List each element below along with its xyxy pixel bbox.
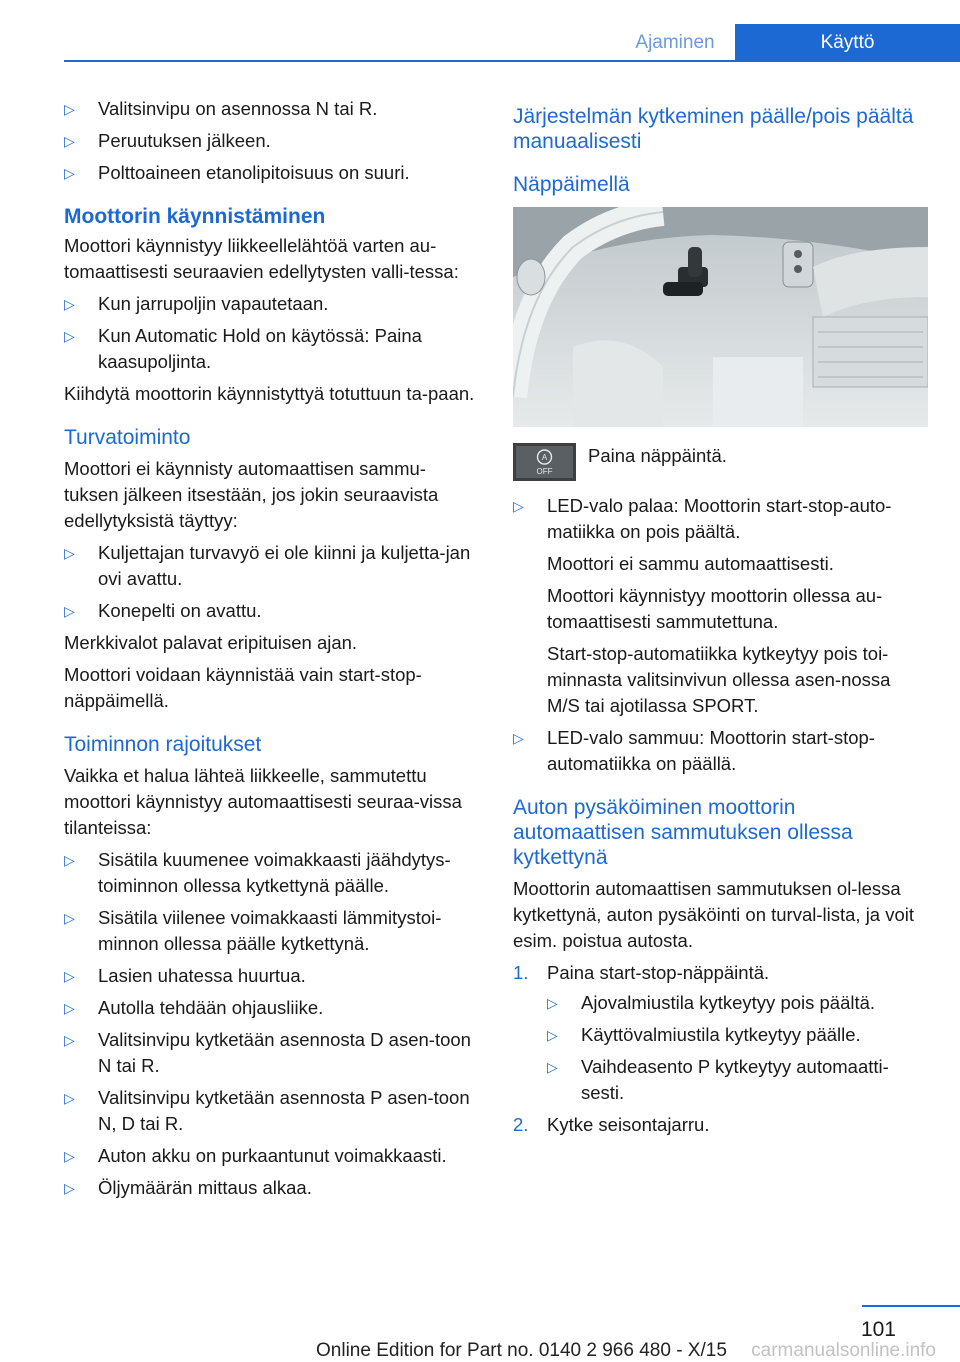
footer-rule <box>862 1305 960 1307</box>
auto-start-stop-button-icon <box>513 443 576 481</box>
paragraph-accelerate: Kiihdytä moottorin käynnistyttyä totuttuun ta-paan. <box>64 383 475 404</box>
triangle-bullet-icon: ▷ <box>64 1032 75 1048</box>
paragraph-indicator-lights: Merkkivalot palavat eripituisen ajan. <box>64 632 358 653</box>
steering-wheel-photo <box>513 207 928 427</box>
heading-engine-start: Moottorin käynnistäminen <box>64 205 326 228</box>
list-item: ▷ Kun Automatic Hold on käytössä: Paina kaasupoljinta. <box>64 325 422 372</box>
triangle-bullet-icon: ▷ <box>64 968 75 984</box>
step-item: 1. Paina start-stop-näppäintä. ▷ Ajovalmiustila kytkeytyy pois päältä. ▷ Käyttövalmiustila kytkeytyy päälle. ▷ Vaihdeasento P kytkeytyy automaatti-sesti. <box>513 960 928 1106</box>
right-column <box>513 96 928 1144</box>
sub-list <box>547 990 928 1106</box>
step-item: 2. Kytke seisontajarru. <box>513 1114 710 1135</box>
triangle-bullet-icon: ▷ <box>64 603 75 619</box>
paragraph-start-stop-only: Moottori voidaan käynnistää vain start-stop-näppäimellä. <box>64 664 422 711</box>
list-item: ▷ Käyttövalmiustila kytkeytyy päälle. <box>547 1022 928 1048</box>
button-caption: Paina näppäintä. <box>588 445 727 466</box>
list-item: ▷ LED-valo palaa: Moottorin start-stop-auto-matiikka on pois päältä. Moottori ei sammu automaattisesti. Moottori käynnistyy moottorin ollessa au-tomaattisesti sammutettuna. Start-stop-automatiikka kytkeytyy pois toi-minnasta valitsinvivun ollessa asen-nossa M/S tai ajotilassa SPORT. <box>513 495 892 716</box>
list-item: ▷ Kuljettajan turvavyö ei ole kiinni ja kuljetta-jan ovi avattu. <box>64 542 471 589</box>
paragraph-safety: Moottori ei käynnisty automaattisen sammu-tuksen jälkeen itsestään, jos jokin seuraavista edellytyksistä täyttyy: <box>64 458 439 531</box>
triangle-bullet-icon: ▷ <box>64 296 75 312</box>
list-item: ▷ Sisätila viilenee voimakkaasti lämmitystoi-minnon ollessa päälle kytkettynä. <box>64 907 442 954</box>
start-list <box>64 291 479 375</box>
triangle-bullet-icon: ▷ <box>547 995 558 1011</box>
list-item: ▷ Ajovalmiustila kytkeytyy pois päältä. <box>547 990 928 1016</box>
list-item: ▷ LED-valo sammuu: Moottorin start-stop-automatiikka on päällä. <box>513 727 875 774</box>
triangle-bullet-icon: ▷ <box>64 1180 75 1196</box>
list-item: ▷ Auton akku on purkaantunut voimakkaasti. <box>64 1143 479 1169</box>
list-item: ▷ Autolla tehdään ohjausliike. <box>64 995 479 1021</box>
triangle-bullet-icon: ▷ <box>64 1090 75 1106</box>
list-item: ▷ Öljymäärän mittaus alkaa. <box>64 1175 479 1201</box>
triangle-bullet-icon: ▷ <box>64 133 75 149</box>
edition-line: Online Edition for Part no. 0140 2 966 480 - X/15 <box>316 1340 727 1361</box>
conditions-list <box>64 96 479 186</box>
triangle-bullet-icon: ▷ <box>64 328 75 344</box>
list-item: ▷ Sisätila kuumenee voimakkaasti jäähdytys-toiminnon ollessa kytkettynä päälle. <box>64 849 451 896</box>
header-rule <box>64 60 960 62</box>
svg-text:A: A <box>541 453 548 462</box>
button-instruction <box>513 443 928 483</box>
triangle-bullet-icon: ▷ <box>64 545 75 561</box>
list-item: ▷ Peruutuksen jälkeen. <box>64 128 479 154</box>
triangle-bullet-icon: ▷ <box>64 101 75 117</box>
left-column <box>64 96 479 1207</box>
triangle-bullet-icon: ▷ <box>64 1148 75 1164</box>
heading-function-limits: Toiminnon rajoitukset <box>64 733 262 756</box>
list-item: ▷ Lasien uhatessa huurtua. <box>64 963 479 989</box>
safety-list <box>64 540 479 624</box>
triangle-bullet-icon: ▷ <box>547 1059 558 1075</box>
triangle-bullet-icon: ▷ <box>513 498 524 514</box>
heading-safety-function: Turvatoiminto <box>64 426 191 449</box>
list-item: ▷ Konepelti on avattu. <box>64 598 479 624</box>
triangle-bullet-icon: ▷ <box>513 730 524 746</box>
list-item: ▷ Polttoaineen etanolipitoisuus on suuri. <box>64 160 479 186</box>
triangle-bullet-icon: ▷ <box>64 165 75 181</box>
led-list <box>513 493 928 777</box>
triangle-bullet-icon: ▷ <box>64 1000 75 1016</box>
triangle-bullet-icon: ▷ <box>64 910 75 926</box>
list-item: ▷ Valitsinvipu kytketään asennosta P asen-toon N, D tai R. <box>64 1087 470 1134</box>
heading-with-button: Näppäimellä <box>513 173 630 196</box>
heading-manual-toggle: Järjestelmän kytkeminen päälle/pois päältä manuaalisesti <box>513 105 914 153</box>
limits-list <box>64 847 479 1201</box>
list-item: ▷ Valitsinvipu kytketään asennosta D asen-toon N tai R. <box>64 1029 471 1076</box>
page-number: 101 <box>860 1318 896 1341</box>
steps-list <box>513 960 928 1138</box>
paragraph-parking: Moottorin automaattisen sammutuksen ol-lessa kytkettynä, auton pysäköinti on turval-lista, ja voit esim. poistua autosta. <box>513 878 915 951</box>
tab-ajaminen[interactable]: Ajaminen <box>635 32 715 53</box>
watermark: carmanualsonline.info <box>751 1340 936 1361</box>
button-off-label: OFF <box>536 467 553 476</box>
list-item: ▷ Vaihdeasento P kytkeytyy automaatti-sesti. <box>547 1056 889 1103</box>
paragraph-start: Moottori käynnistyy liikkeellelähtöä varten au-tomaattisesti seuraavien edellytysten valli-tessa: <box>64 235 459 282</box>
page-header <box>64 24 960 62</box>
tab-kaytto[interactable]: Käyttö <box>735 24 960 60</box>
heading-parking: Auton pysäköiminen moottorin automaattisen sammutuksen ollessa kytkettynä <box>513 796 853 869</box>
list-item: ▷ Valitsinvipu on asennossa N tai R. <box>64 96 479 122</box>
paragraph-limits: Vaikka et halua lähteä liikkeelle, sammutettu moottori käynnistyy automaattisesti seuraa-vissa tilanteissa: <box>64 765 462 838</box>
triangle-bullet-icon: ▷ <box>64 852 75 868</box>
list-item: ▷ Kun jarrupoljin vapautetaan. <box>64 291 479 317</box>
triangle-bullet-icon: ▷ <box>547 1027 558 1043</box>
